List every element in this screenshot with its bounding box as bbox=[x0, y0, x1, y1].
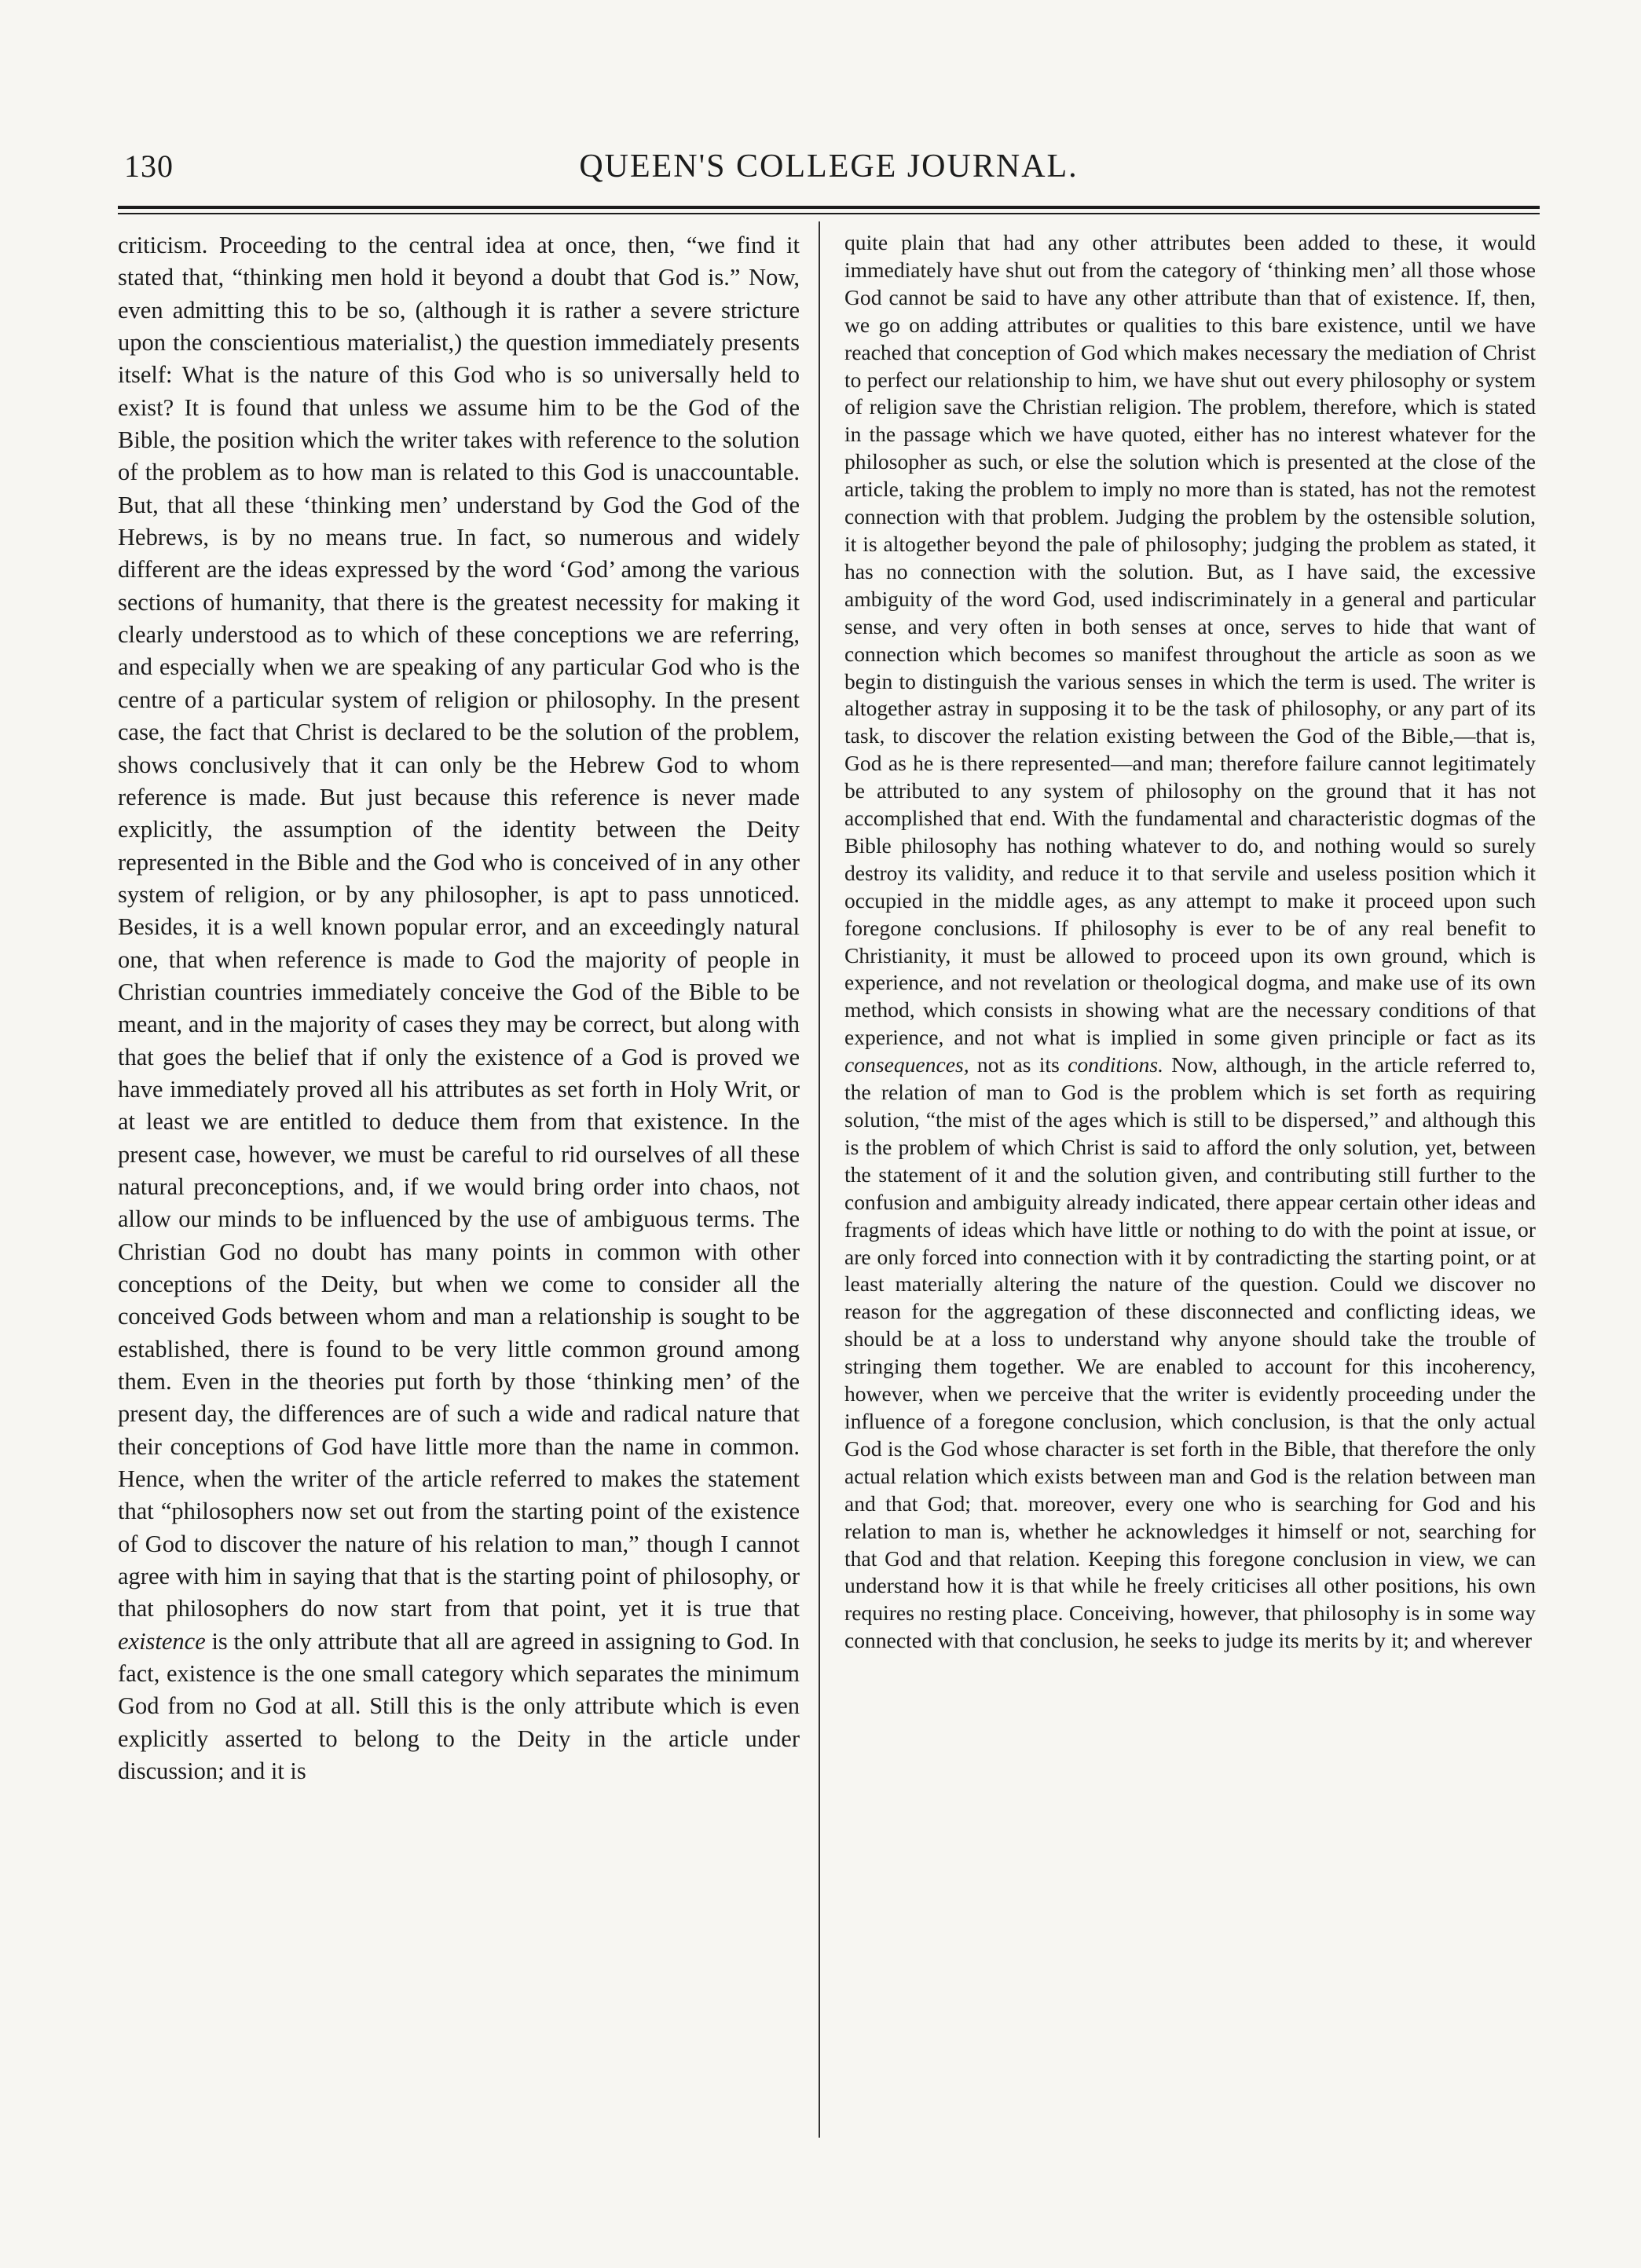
right-column-text-1: quite plain that had any other attributes been added to these, it would immediately have shut out from the category of ‘thinking men’ all those whose God cannot be said to have any other attribute than that of existence. If, then, we go on adding attributes or qualities to this bare existence, until we have reached that conception of God which makes necessary the mediation of Christ to perfect our relationship to him, we have shut out every philosophy or system of religion save the Christian religion. The problem, therefore, which is stated in the passage which we have quoted, either has no interest whatever for the philosopher as such, or else the solution which is presented at the close of the article, taking the problem to imply no more than is stated, has not the remotest connection with that problem. Judging the problem by the ostensible solution, it is altogether beyond the pale of philosophy; judging the problem as stated, it has no connection with the solution. But, as I have said, the excessive ambiguity of the word God, used indiscriminately in a general and particular sense, and very often in both senses at once, serves to hide that want of connection which becomes so manifest throughout the article as soon as we begin to distinguish the various senses in which the term is used. The writer is altogether astray in supposing it to be the task of philosophy, or any part of its task, to discover the relation existing between the God of the Bible,—that is, God as he is there represented—and man; therefore failure cannot legitimately be attributed to any system of philosophy on the ground that it has not accomplished that end. With the fundamental and characteristic dogmas of the Bible philosophy has nothing whatever to do, and nothing would so surely destroy its validity, and reduce it to that servile and useless position which it occupied in the middle ages, as any attempt to make it proceed upon such foregone conclusions. If philosophy is ever to be of any real benefit to Christianity, it must be allowed to proceed upon its own ground, which is experience, and not revelation or theological dogma, and make use of its own method, which consists in showing what are the necessary conditions of that experience, and not what is implied in some given principle or fact as its bbox=[844, 230, 1536, 1050]
right-column-emphasis-1: consequences, bbox=[844, 1052, 969, 1077]
left-column-emphasis: existence bbox=[118, 1627, 206, 1655]
page-number: 130 bbox=[124, 148, 174, 184]
left-column bbox=[118, 229, 800, 1788]
right-column bbox=[844, 229, 1536, 1655]
column-divider bbox=[819, 221, 820, 2138]
left-column-text-continued: is the only attribute that all are agreed in assigning to God. In fact, existence is the one small category which separates the minimum God from no God at all. Still this is the only attribute which is even explicitly asserted to belong to the Deity in the article under discussion; and it is bbox=[118, 1627, 800, 1785]
right-column-paragraph bbox=[844, 229, 1536, 1655]
left-column-text: criticism. Proceeding to the central idea at once, then, “we find it stated that, “thinking men hold it beyond a doubt that God is.” Now, even admitting this to be so, (although it is rather a severe stricture upon the conscientious materialist,) the question immediately presents itself: What is the nature of this God who is so universally held to exist? It is found that unless we assume him to be the God of the Bible, the position which the writer takes with reference to the solution of the problem as to how man is related to this God is unaccountable. But, that all these ‘thinking men’ understand by God the God of the Hebrews, is by no means true. In fact, so numerous and widely different are the ideas expressed by the word ‘God’ among the various sections of humanity, that there is the greatest necessity for making it clearly understood as to which of these conceptions we are referring, and especially when we are speaking of any particular God who is the centre of a particular system of religion or philosophy. In the present case, the fact that Christ is declared to be the solution of the problem, shows conclusively that it can only be the Hebrew God to whom reference is made. But just because this reference is never made explicitly, the assumption of the identity between the Deity represented in the Bible and the God who is conceived of in any other system of religion, or by any philosopher, is apt to pass unnoticed. Besides, it is a well known popular error, and an exceedingly natural one, that when reference is made to God the majority of people in Christian countries immediately conceive the God of the Bible to be meant, and in the majority of cases they may be correct, but along with that goes the belief that if only the existence of a God is proved we have immediately proved all his attributes as set forth in Holy Writ, or at least we are entitled to deduce them from that existence. In the present case, however, we must be careful to rid ourselves of all these natural preconceptions, and, if we would bring order into chaos, not allow our minds to be influenced by the use of ambiguous terms. The Christian God no doubt has many points in common with other conceptions of the Deity, but when we come to consider all the conceived Gods between whom and man a relationship is sought to be established, there is found to be very little common ground among them. Even in the theories put forth by those ‘thinking men’ of the present day, the differences are of such a wide and radical nature that their conceptions of God have little more than the name in common. Hence, when the writer of the article referred to makes the statement that “philosophers now set out from the starting point of the existence of God to discover the nature of his relation to man,” though I cannot agree with him in saying that that is the starting point of philosophy, or that philosophers do now start from that point, yet it is true that bbox=[118, 232, 800, 1622]
page-header bbox=[118, 148, 1540, 195]
header-rule-thick bbox=[118, 206, 1540, 209]
running-title: QUEEN'S COLLEGE JOURNAL. bbox=[579, 148, 1079, 185]
right-column-text-3: Now, although, in the article referred to, the relation of man to God is the problem which is set forth as requiring solution, “the mist of the ages which is still to be dispersed,” and although this is the problem of which Christ is said to afford the only solution, yet, between the statement of it and the solution given, and contributing still further to the confusion and ambiguity already indicated, there appear certain other ideas and fragments of ideas which have little or nothing to do with the point at issue, or are only forced into connection with it by contradicting the starting point, or at least materially altering the nature of the question. Could we discover no reason for the aggregation of these disconnected and conflicting ideas, we should be at a loss to understand why anyone should take the trouble of stringing them together. We are enabled to account for this incoherency, however, when we perceive that the writer is evidently proceeding under the influence of a foregone conclusion, which conclusion, is that the only actual God is the God whose character is set forth in the Bible, that therefore the only actual relation which exists between man and God is the relation between man and that God; that. moreover, every one who is searching for God and his relation to man is, whether he acknowledges it himself or not, searching for that God and that relation. Keeping this foregone conclusion in view, we can understand how it is that while he freely criticises all other positions, his own requires no resting place. Conceiving, however, that philosophy is in some way connected with that conclusion, he seeks to judge its merits by it; and wherever bbox=[844, 1052, 1536, 1653]
left-column-paragraph bbox=[118, 229, 800, 1788]
right-column-text-2: not as its bbox=[976, 1052, 1060, 1077]
right-column-emphasis-2: conditions. bbox=[1068, 1052, 1163, 1077]
header-rule-thin bbox=[118, 213, 1540, 214]
